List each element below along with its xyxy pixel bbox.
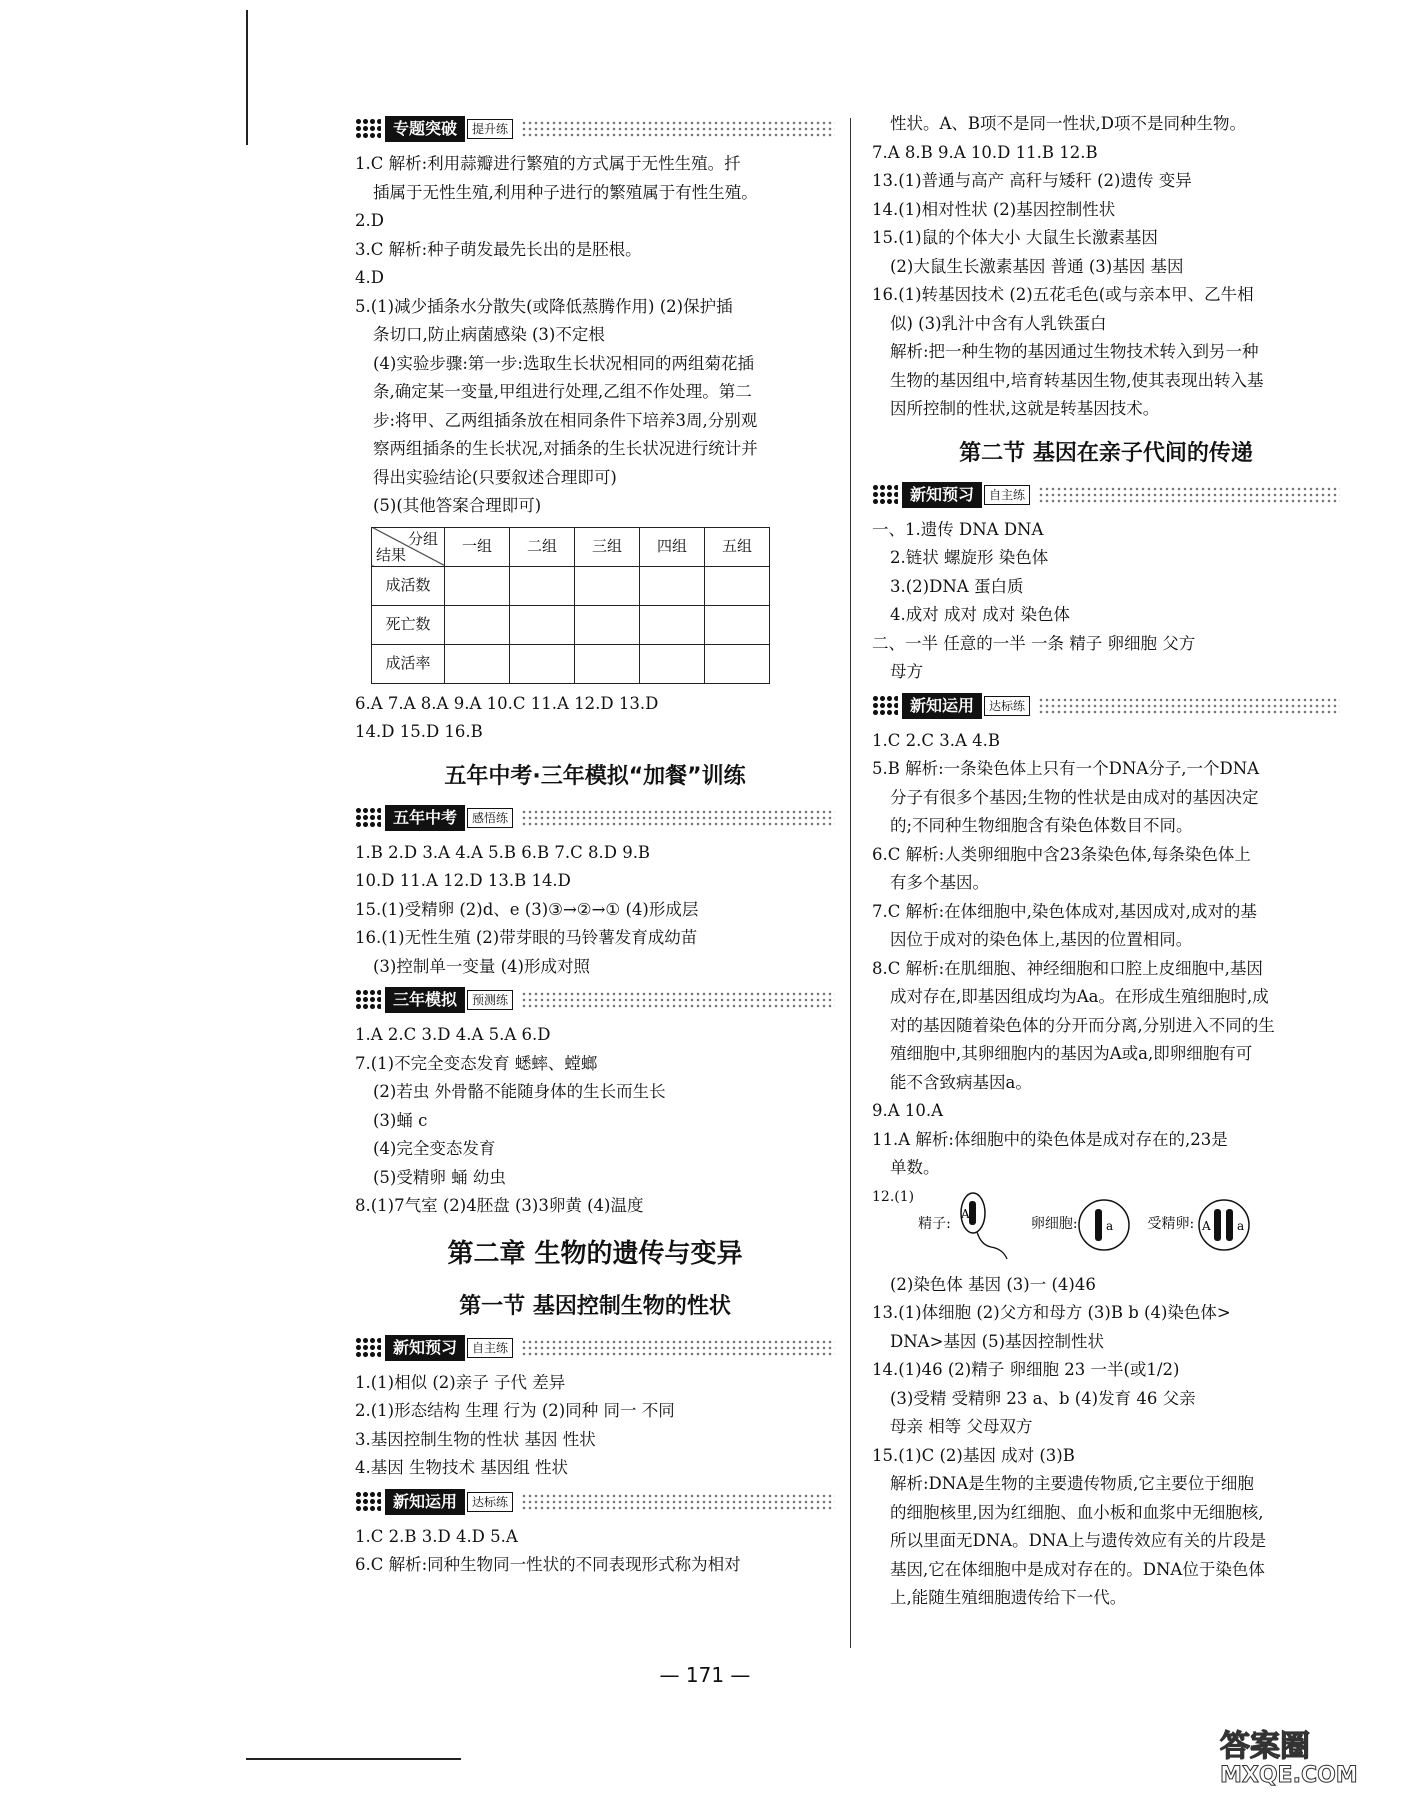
dots-icon [872,695,898,717]
answer-line: 因所控制的性状,这就是转基因技术。 [890,399,1160,418]
table-corner-cell [372,527,445,566]
answer-line: (3)蛹 c [373,1110,428,1130]
answer-line: 16.(1)转基因技术 (2)五花毛色(或与亲本甲、乙牛相 [872,285,1254,304]
answer-line: 14.D 15.D 16.B [355,722,483,741]
badge-subtitle: 达标练 [467,1492,513,1512]
answer-line: 分子有很多个基因;生物的性状是由成对的基因决定 [890,787,1259,807]
table-cell [705,566,770,605]
answer-line: 对的基因随着染色体的分开而分离,分别进入不同的生 [890,1015,1275,1035]
answer-line: 9.A 10.A [872,1101,944,1120]
answer-line: DNA>基因 (5)基因控制性状 [890,1331,1105,1351]
table-cell [445,566,510,605]
answer-line: 的;不同种生物细胞含有染色体数目不同。 [890,816,1193,835]
answer-line: 7.(1)不完全变态发育 蟋蟀、螳螂 [355,1053,598,1073]
answer-line: 14.(1)46 (2)精子 卵细胞 23 一半(或1/2) [872,1360,1180,1379]
dotted-fill [1038,486,1340,504]
badge-subtitle: 达标练 [984,696,1030,716]
answer-line: 3.C 解析:种子萌发最先长出的是胚根。 [355,239,642,259]
answer-line: 6.C 解析:同种生物同一性状的不同表现形式称为相对 [355,1555,741,1574]
table-cell [705,605,770,644]
answer-line: (3)受精 受精卵 23 a、b (4)发育 46 父亲 [890,1388,1196,1408]
answer-line: 母方 [890,662,923,681]
answer-line: 2.D [355,211,384,230]
sperm-diagram [951,1185,1021,1265]
answer-line: 1.A 2.C 3.D 4.A 5.A 6.D [355,1025,551,1044]
gene-label-a: a [1105,1218,1113,1233]
answer-line: (5)受精卵 蛹 幼虫 [373,1167,506,1187]
table-cell [575,566,640,605]
watermark-cn: 答案圈 [1220,1729,1310,1764]
answer-line: 15.(1)受精卵 (2)d、e (3)③→②→① (4)形成层 [355,899,699,919]
cell-figure [872,1183,1340,1267]
badge-title: 新知预习 [902,482,982,508]
answer-line: 性状。A、B项不是同一性状,D项不是同种生物。 [890,114,1247,133]
answer-line: 5.B 解析:一条染色体上只有一个DNA分子,一个DNA [872,759,1260,778]
answer-line: 7.C 解析:在体细胞中,染色体成对,基因成对,成对的基 [872,901,1257,921]
answer-line: 8.C 解析:在肌细胞、神经细胞和口腔上皮细胞中,基因 [872,958,1263,978]
section-heading: 第二节 基因在亲子代间的传递 [959,440,1253,466]
answer-line: 成对存在,即基因组成均为Aa。在形成生殖细胞时,成 [890,987,1269,1006]
watermark-logo [1220,1730,1388,1792]
table-cell [640,566,705,605]
section-badge-sannian [355,985,835,1015]
dots-icon [872,484,898,506]
table-cell [640,605,705,644]
badge-subtitle: 自主练 [984,485,1030,505]
gene-label-A: A [1202,1218,1211,1233]
badge-title: 专题突破 [385,116,465,142]
section-heading: 五年中考·三年模拟“加餐”训练 [444,763,746,789]
badge-title: 三年模拟 [385,987,465,1013]
answer-line: 因位于成对的染色体上,基因的位置相同。 [890,930,1193,949]
badge-title: 新知运用 [385,1489,465,1515]
badge-title: 新知预习 [385,1335,465,1361]
answer-line: (4)实验步骤:第一步:选取生长状况相同的两组菊花插 [373,353,754,373]
answer-line: (2)大鼠生长激素基因 普通 (3)基因 基因 [890,256,1184,276]
table-header: 五组 [705,527,770,566]
table-header: 二组 [510,527,575,566]
section-badge-wunian [355,803,835,833]
answer-line: (2)染色体 基因 (3)一 (4)46 [890,1274,1096,1294]
answer-line: 13.(1)体细胞 (2)父方和母方 (3)B b (4)染色体> [872,1303,1231,1322]
answer-line: 条切口,防止病菌感染 (3)不定根 [373,325,605,344]
figure-number: 12.(1) [872,1188,915,1205]
answer-line: 11.A 解析:体细胞中的染色体是成对存在的,23是 [872,1129,1228,1149]
answer-line: 6.C 解析:人类卵细胞中含23条染色体,每条染色体上 [872,844,1251,864]
dotted-fill [1038,697,1340,715]
answer-line: 7.A 8.B 9.A 10.D 11.B 12.B [872,142,1098,162]
right-column [872,110,1340,1613]
answer-line: 单数。 [890,1158,940,1177]
table-cell [575,644,640,683]
answer-line: 得出实验结论(只要叙述合理即可) [373,467,617,487]
dotted-fill [521,991,835,1009]
answer-line: 有多个基因。 [890,873,989,892]
answer-line: 的细胞核里,因为红细胞、血小板和血浆中无细胞核, [890,1502,1264,1522]
answer-line: 二、一半 任意的一半 一条 精子 卵细胞 父方 [872,633,1196,653]
table-cell [705,644,770,683]
badge-title: 五年中考 [385,805,465,831]
badge-subtitle: 提升练 [467,119,513,139]
table-row [372,605,770,644]
section-badge-xinzhi-yunyong [355,1487,835,1517]
table-cell [445,605,510,644]
answer-line: 一、1.遗传 DNA DNA [872,519,1044,539]
table-header: 一组 [445,527,510,566]
answer-line: 4.D [355,268,384,287]
answer-line: 6.A 7.A 8.A 9.A 10.C 11.A 12.D 13.D [355,693,659,713]
badge-subtitle: 预测练 [467,990,513,1010]
table-row [372,566,770,605]
table-cell [575,605,640,644]
answer-line: 2.链状 螺旋形 染色体 [890,548,1049,567]
answer-line: 3.(2)DNA 蛋白质 [890,576,1024,596]
zygote-label: 受精卵: [1147,1216,1195,1233]
table-cell [445,644,510,683]
answer-line: 1.C 2.B 3.D 4.D 5.A [355,1526,518,1546]
answer-line: 10.D 11.A 12.D 13.B 14.D [355,871,571,890]
answer-line: 13.(1)普通与高产 高秆与矮秆 (2)遗传 变异 [872,171,1192,190]
dotted-fill [521,1493,835,1511]
table-header-row [372,527,770,566]
gene-label-a: a [1237,1218,1245,1233]
answer-line: 2.(1)形态结构 生理 行为 (2)同种 同一 不同 [355,1401,675,1420]
dots-icon [355,118,381,140]
page-foot-line [246,1758,461,1760]
answer-line: 3.基因控制生物的性状 基因 性状 [355,1429,596,1449]
egg-diagram [1078,1195,1134,1255]
row-label: 死亡数 [372,605,445,644]
answer-line: 1.B 2.D 3.A 4.A 5.B 6.B 7.C 8.D 9.B [355,842,651,862]
answer-line: (4)完全变态发育 [373,1139,496,1158]
answer-line: 15.(1)C (2)基因 成对 (3)B [872,1445,1075,1465]
section-badge-xinzhi-yuxi [355,1333,835,1363]
left-column [355,110,835,1580]
row-label: 成活率 [372,644,445,683]
answer-line: 1.(1)相似 (2)亲子 子代 差异 [355,1372,566,1392]
zygote-diagram [1194,1195,1258,1255]
answer-line: 生物的基因组中,培育转基因生物,使其表现出转入基 [890,370,1264,390]
table-cell [640,644,705,683]
corner-top-label: 分组 [407,529,438,548]
watermark-url: MXQE.COM [1220,1763,1358,1788]
dots-icon [355,1337,381,1359]
answer-line: 所以里面无DNA。DNA上与遗传效应有关的片段是 [890,1531,1267,1550]
answer-line: 察两组插条的生长状况,对插条的生长状况进行统计并 [373,439,758,458]
answer-line: 5.(1)减少插条水分散失(或降低蒸腾作用) (2)保护插 [355,296,733,316]
answer-line: 16.(1)无性生殖 (2)带芽眼的马铃薯发育成幼苗 [355,928,698,947]
answer-line: 似) (3)乳汁中含有人乳铁蛋白 [890,313,1107,333]
sperm-label: 精子: [918,1216,951,1233]
answer-line: 殖细胞中,其卵细胞内的基因为A或a,即卵细胞有可 [890,1044,1253,1063]
dots-icon [355,1491,381,1513]
dots-icon [355,807,381,829]
page-number: — 171 — [659,1663,751,1687]
table-header: 三组 [575,527,640,566]
row-label: 成活数 [372,566,445,605]
answer-line: 条,确定某一变量,甲组进行处理,乙组不作处理。第二 [373,382,752,401]
egg-label: 卵细胞: [1030,1216,1078,1233]
dotted-fill [521,809,835,827]
table-cell [510,566,575,605]
result-table [371,527,770,684]
answer-line: 解析:把一种生物的基因通过生物技术转入到另一种 [890,342,1259,361]
dots-icon [355,989,381,1011]
answer-line: 14.(1)相对性状 (2)基因控制性状 [872,199,1116,219]
table-cell [510,644,575,683]
answer-line: 解析:DNA是生物的主要遗传物质,它主要位于细胞 [890,1474,1254,1493]
answer-line: 能不含致病基因a。 [890,1072,1032,1092]
column-divider [850,118,851,1648]
answer-line: 1.C 解析:利用蒜瓣进行繁殖的方式属于无性生殖。扦 [355,154,741,173]
table-cell [510,605,575,644]
answer-line: 4.基因 生物技术 基因组 性状 [355,1458,568,1477]
answer-line: (5)(其他答案合理即可) [373,496,542,515]
answer-line: 1.C 2.C 3.A 4.B [872,730,1000,750]
answer-line: (2)若虫 外骨骼不能随身体的生长而生长 [373,1082,666,1101]
answer-line: 15.(1)鼠的个体大小 大鼠生长激素基因 [872,228,1158,247]
corner-bottom-label: 结果 [376,545,407,564]
badge-subtitle: 自主练 [467,1338,513,1358]
answer-line: 插属于无性生殖,利用种子进行的繁殖属于有性生殖。 [373,182,758,202]
gene-label-A: A [960,1206,970,1221]
section-heading: 第一节 基因控制生物的性状 [459,1293,731,1319]
section-badge-xinzhi-yuxi-2 [872,480,1340,510]
answer-line: 上,能随生殖细胞遗传给下一代。 [890,1588,1127,1607]
badge-title: 新知运用 [902,693,982,719]
answer-line: 8.(1)7气室 (2)4胚盘 (3)3卵黄 (4)温度 [355,1196,644,1215]
answer-line: 步:将甲、乙两组插条放在相同条件下培养3周,分别观 [373,410,758,430]
dotted-fill [521,120,835,138]
table-row [372,644,770,683]
answer-line: 4.成对 成对 成对 染色体 [890,605,1070,624]
dotted-fill [521,1339,835,1357]
answer-line: 母亲 相等 父母双方 [890,1417,1033,1436]
badge-subtitle: 感悟练 [467,808,513,828]
section-badge-xinzhi-yunyong-2 [872,691,1340,721]
answer-line: 基因,它在体细胞中是成对存在的。DNA位于染色体 [890,1559,1265,1579]
chapter-heading: 第二章 生物的遗传与变异 [447,1238,743,1269]
section-badge-zhuanti [355,114,835,144]
table-header: 四组 [640,527,705,566]
page-edge-line [246,10,248,145]
answer-line: (3)控制单一变量 (4)形成对照 [373,956,590,976]
